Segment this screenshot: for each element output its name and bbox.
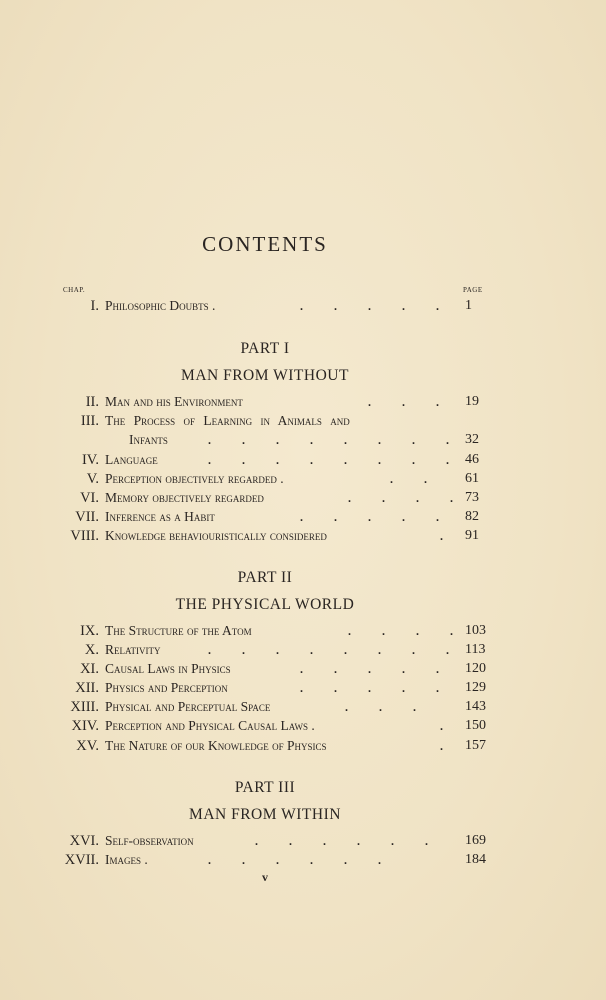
part-label: PART I	[240, 340, 290, 357]
leader-dots: . . .	[368, 395, 453, 409]
toc-entry	[0, 430, 606, 450]
chapter-number: VIII.	[70, 528, 99, 544]
toc-entry	[0, 716, 606, 736]
chapter-title: Images .	[105, 852, 148, 867]
chapter-number: I.	[90, 298, 99, 314]
page-number: 129	[465, 680, 486, 695]
chapter-title: Relativity	[105, 642, 161, 657]
page-number: 157	[465, 738, 486, 753]
leader-dots: . . . . .	[300, 662, 453, 676]
toc-entry	[0, 621, 606, 641]
leader-dots: . . . . .	[300, 510, 453, 524]
chapter-title: Perception objectively regarded .	[105, 471, 284, 486]
page-column-header: PAGE	[463, 286, 483, 294]
toc-entry	[0, 526, 606, 546]
chapter-number: X.	[84, 642, 99, 658]
chapter-number: XV.	[76, 738, 99, 754]
page-number: 19	[465, 394, 479, 409]
chapter-number: VI.	[80, 490, 99, 506]
chapter-number: XIII.	[70, 699, 99, 715]
leader-dots: . . . . .	[300, 681, 453, 695]
page-number: 120	[465, 661, 486, 676]
chapter-number: II.	[85, 394, 99, 410]
toc-entry	[0, 736, 606, 756]
page-number: 1	[465, 298, 472, 313]
chapter-title: Perception and Physical Causal Laws .	[105, 718, 315, 733]
leader-dots: . . . .	[348, 624, 467, 638]
chapter-number: XIV.	[71, 718, 99, 734]
chapter-title: The Structure of the Atom	[105, 623, 252, 638]
chapter-number: XII.	[75, 680, 99, 696]
toc-entry	[0, 450, 606, 470]
leader-dots: . . . . . .	[208, 853, 395, 867]
chapter-title: Man and his Environment	[105, 394, 243, 409]
leader-dots: .	[440, 739, 457, 753]
toc-entry	[0, 850, 606, 870]
leader-dots: . . . . . . . .	[208, 453, 463, 467]
chapter-title: Causal Laws in Physics	[105, 661, 231, 676]
chapter-title: The Nature of our Knowledge of Physics	[105, 738, 327, 753]
leader-dots: . . .	[345, 700, 430, 714]
chapter-number: IV.	[81, 452, 99, 468]
chapter-title: Knowledge behaviouristically considered	[105, 528, 327, 543]
chapter-title: Philosophic Doubts .	[105, 298, 216, 313]
page-number: 150	[465, 718, 486, 733]
page-number: 184	[465, 852, 486, 867]
part-heading: MAN FROM WITHOUT	[181, 367, 349, 384]
chapter-number: XI.	[80, 661, 99, 677]
leader-dots: . . . . . .	[255, 834, 442, 848]
toc-entry	[0, 507, 606, 527]
chapter-title: Language	[105, 452, 158, 467]
page-folio: v	[262, 870, 268, 884]
page-number: 143	[465, 699, 486, 714]
chapter-number: VII.	[75, 509, 99, 525]
toc-entry	[0, 296, 606, 316]
chapter-number: III.	[80, 413, 99, 429]
part-label: PART III	[234, 779, 296, 796]
part-label: PART II	[237, 569, 293, 586]
toc-entry	[0, 392, 606, 412]
page-number: 103	[465, 623, 486, 638]
leader-dots: .	[440, 719, 457, 733]
chapter-title: The Process of Learning in Animals and	[105, 413, 350, 428]
chapter-title: Self-observation	[105, 833, 194, 848]
leader-dots: . . . . .	[300, 299, 453, 313]
chapter-title: Inference as a Habit	[105, 509, 215, 524]
leader-dots: . . . . . . . .	[208, 433, 463, 447]
leader-dots: .	[440, 529, 457, 543]
toc-entry	[0, 640, 606, 660]
page-number: 91	[465, 528, 479, 543]
part-heading: MAN FROM WITHIN	[189, 806, 341, 823]
leader-dots: . . . . . . . .	[208, 643, 463, 657]
chapter-number: XVI.	[69, 833, 99, 849]
page-title: CONTENTS	[202, 232, 328, 256]
chapter-number: V.	[86, 471, 99, 487]
toc-entry	[0, 469, 606, 489]
chapter-title: Physical and Perceptual Space	[105, 699, 271, 714]
part-heading: THE PHYSICAL WORLD	[175, 596, 355, 613]
chapter-title: Physics and Perception	[105, 680, 228, 695]
chapter-number: IX.	[80, 623, 99, 639]
leader-dots: . . . .	[348, 491, 467, 505]
chapter-number: XVII.	[64, 852, 99, 868]
page-number: 61	[465, 471, 479, 486]
toc-entry	[0, 488, 606, 508]
page-number: 113	[465, 642, 486, 657]
page-number: 46	[465, 452, 479, 467]
chap-column-header: CHAP.	[63, 286, 86, 294]
toc-entry	[0, 659, 606, 679]
toc-entry	[0, 697, 606, 717]
page-number: 169	[465, 833, 486, 848]
chapter-title: Infants	[129, 432, 168, 447]
toc-entry	[0, 831, 606, 851]
chapter-title: Memory objectively regarded	[105, 490, 264, 505]
toc-entry	[0, 678, 606, 698]
page-number: 32	[465, 432, 479, 447]
page-number: 73	[465, 490, 479, 505]
leader-dots: . .	[390, 472, 441, 486]
toc-entry	[0, 411, 606, 431]
page-number: 82	[465, 509, 479, 524]
